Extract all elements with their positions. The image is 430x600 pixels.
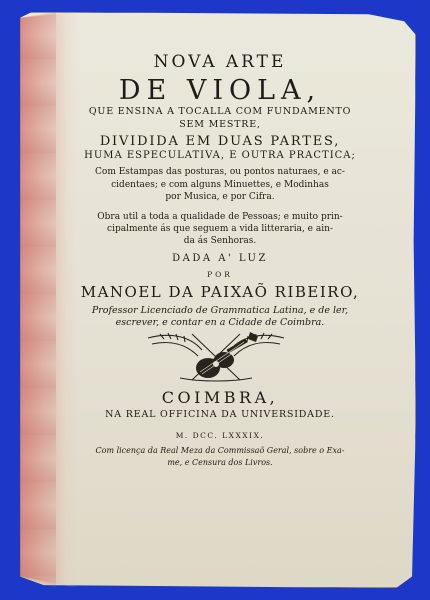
description-line-2: cidentaes; e com alguns Minuettes, e Modinhas bbox=[111, 180, 329, 190]
title-line-2: DE VIOLA, bbox=[118, 75, 322, 106]
parts-line: HUMA ESPECULATIVA, E OUTRA PRACTICA; bbox=[84, 150, 356, 161]
published-label: DADA A' LUZ bbox=[172, 253, 268, 264]
author-title-line-2: escrever, e contar en a Cidade de Coimbra. bbox=[115, 317, 325, 328]
by-label: POR bbox=[207, 270, 233, 279]
description-line-3: por Musica, e por Cifra. bbox=[165, 192, 275, 202]
foxing-stain-texture bbox=[20, 12, 56, 588]
division-line: DIVIDIDA EM DUAS PARTES, bbox=[99, 134, 341, 149]
audience-line-1: Obra util a toda a qualidade de Pessoas; e muito prin- bbox=[97, 212, 343, 222]
imprint-year: M. DCC. LXXXIX. bbox=[175, 431, 265, 440]
audience-line-3: da ás Senhoras. bbox=[183, 236, 257, 246]
viola-emblem-illustration bbox=[140, 330, 292, 386]
author-name: MANOEL DA PAIXAÕ RIBEIRO, bbox=[80, 283, 360, 301]
title-line-1: NOVA ARTE bbox=[153, 52, 287, 72]
author-title-line-1: Professor Licenciado de Grammatica Latina, e de ler, bbox=[91, 305, 349, 316]
subtitle-line-1: QUE ENSINA A TOCALLA COM FUNDAMENTO bbox=[88, 106, 352, 117]
license-line-1: Com licença da Real Meza da Commissaõ Geral, sobre o Exa- bbox=[95, 446, 345, 455]
imprint-printer: NA REAL OFFICINA DA UNIVERSIDADE. bbox=[105, 409, 335, 420]
subtitle-line-2: SEM MESTRE, bbox=[179, 119, 261, 130]
imprint-city: COIMBRA, bbox=[161, 388, 279, 407]
description-line-1: Com Estampas das posturas, ou pontos naturaes, e ac- bbox=[95, 167, 345, 177]
audience-line-2: cipalmente ás que seguem a vida litteraria, e ain- bbox=[107, 224, 333, 234]
license-line-2: me, e Censura dos Livros. bbox=[167, 458, 273, 467]
